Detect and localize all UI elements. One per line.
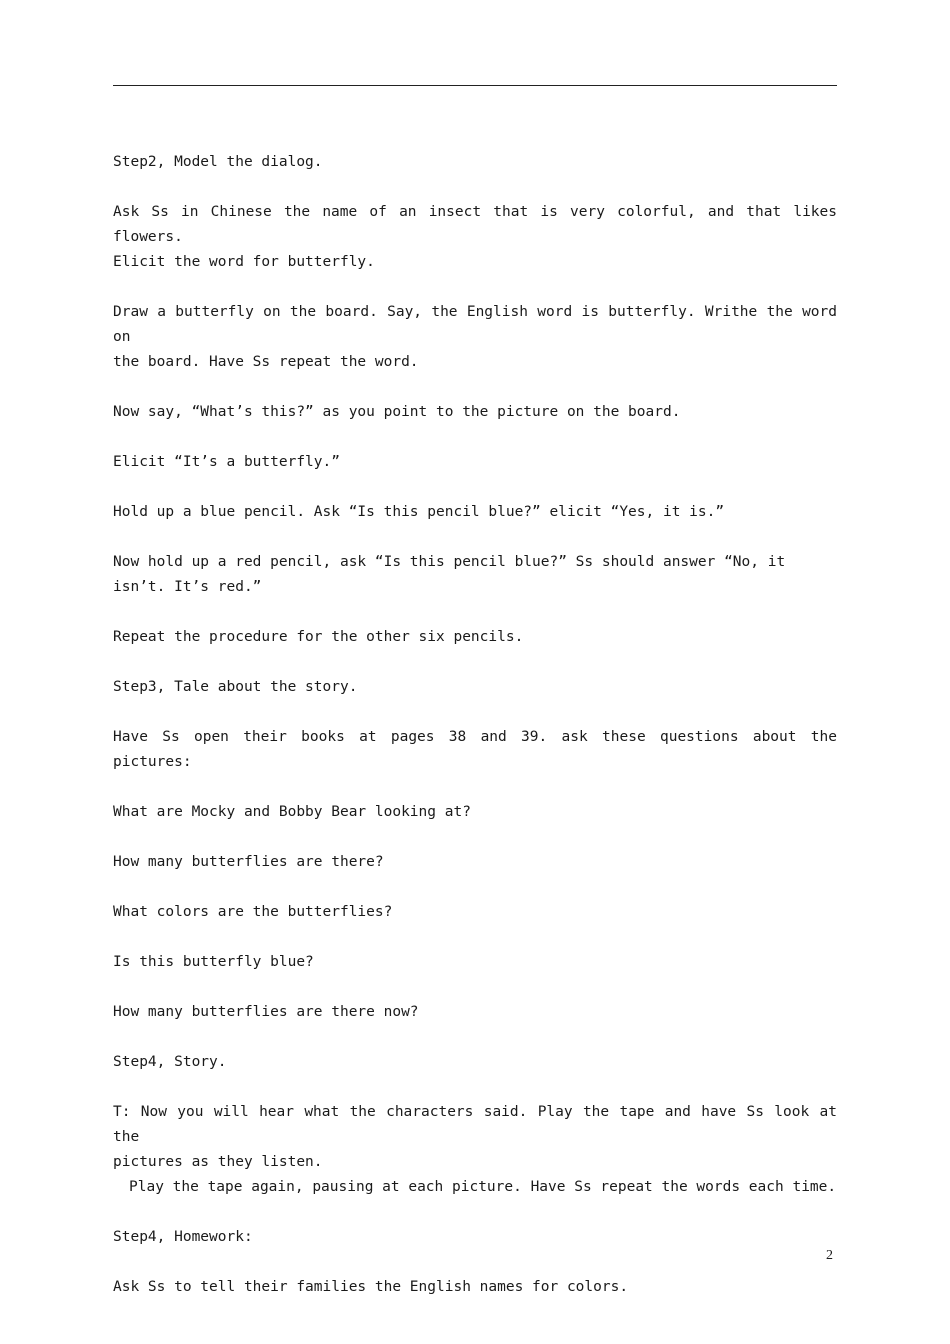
- paragraph: Elicit “It’s a butterfly.”: [113, 454, 340, 470]
- header-rule: [113, 85, 837, 86]
- question: How many butterflies are there now?: [113, 1004, 419, 1020]
- paragraph: T: Now you will hear what the characters said. Play the tape and have Ss look at the pictures as they listen. Play the tape again, pausing at each picture. Have Ss repeat the words each time.: [113, 1104, 837, 1195]
- question: How many butterflies are there?: [113, 854, 384, 870]
- document-body: [113, 150, 837, 1325]
- paragraph: Draw a butterfly on the board. Say, the English word is butterfly. Writhe the word on the board. Have Ss repeat the word.: [113, 304, 837, 370]
- step2-heading: Step2, Model the dialog.: [113, 154, 323, 170]
- paragraph: Now say, “What’s this?” as you point to the picture on the board.: [113, 404, 681, 420]
- question: Is this butterfly blue?: [113, 954, 314, 970]
- question: What colors are the butterflies?: [113, 904, 393, 920]
- question: What are Mocky and Bobby Bear looking at?: [113, 804, 471, 820]
- paragraph: Ask Ss to tell their families the English names for colors.: [113, 1279, 629, 1295]
- step3-heading: Step3, Tale about the story.: [113, 679, 358, 695]
- paragraph: Ask Ss in Chinese the name of an insect that is very colorful, and that likes flowers. Elicit the word for butterfly.: [113, 204, 837, 270]
- step4-heading: Step4, Story.: [113, 1054, 227, 1070]
- paragraph: Now hold up a red pencil, ask “Is this pencil blue?” Ss should answer “No, it isn’t. It’s red.”: [113, 554, 786, 595]
- homework-heading: Step4, Homework:: [113, 1229, 253, 1245]
- paragraph: Repeat the procedure for the other six pencils.: [113, 629, 524, 645]
- paragraph: Have Ss open their books at pages 38 and 39. ask these questions about the pictures:: [113, 729, 837, 770]
- paragraph: Hold up a blue pencil. Ask “Is this pencil blue?” elicit “Yes, it is.”: [113, 504, 725, 520]
- page-number: 2: [826, 1248, 833, 1263]
